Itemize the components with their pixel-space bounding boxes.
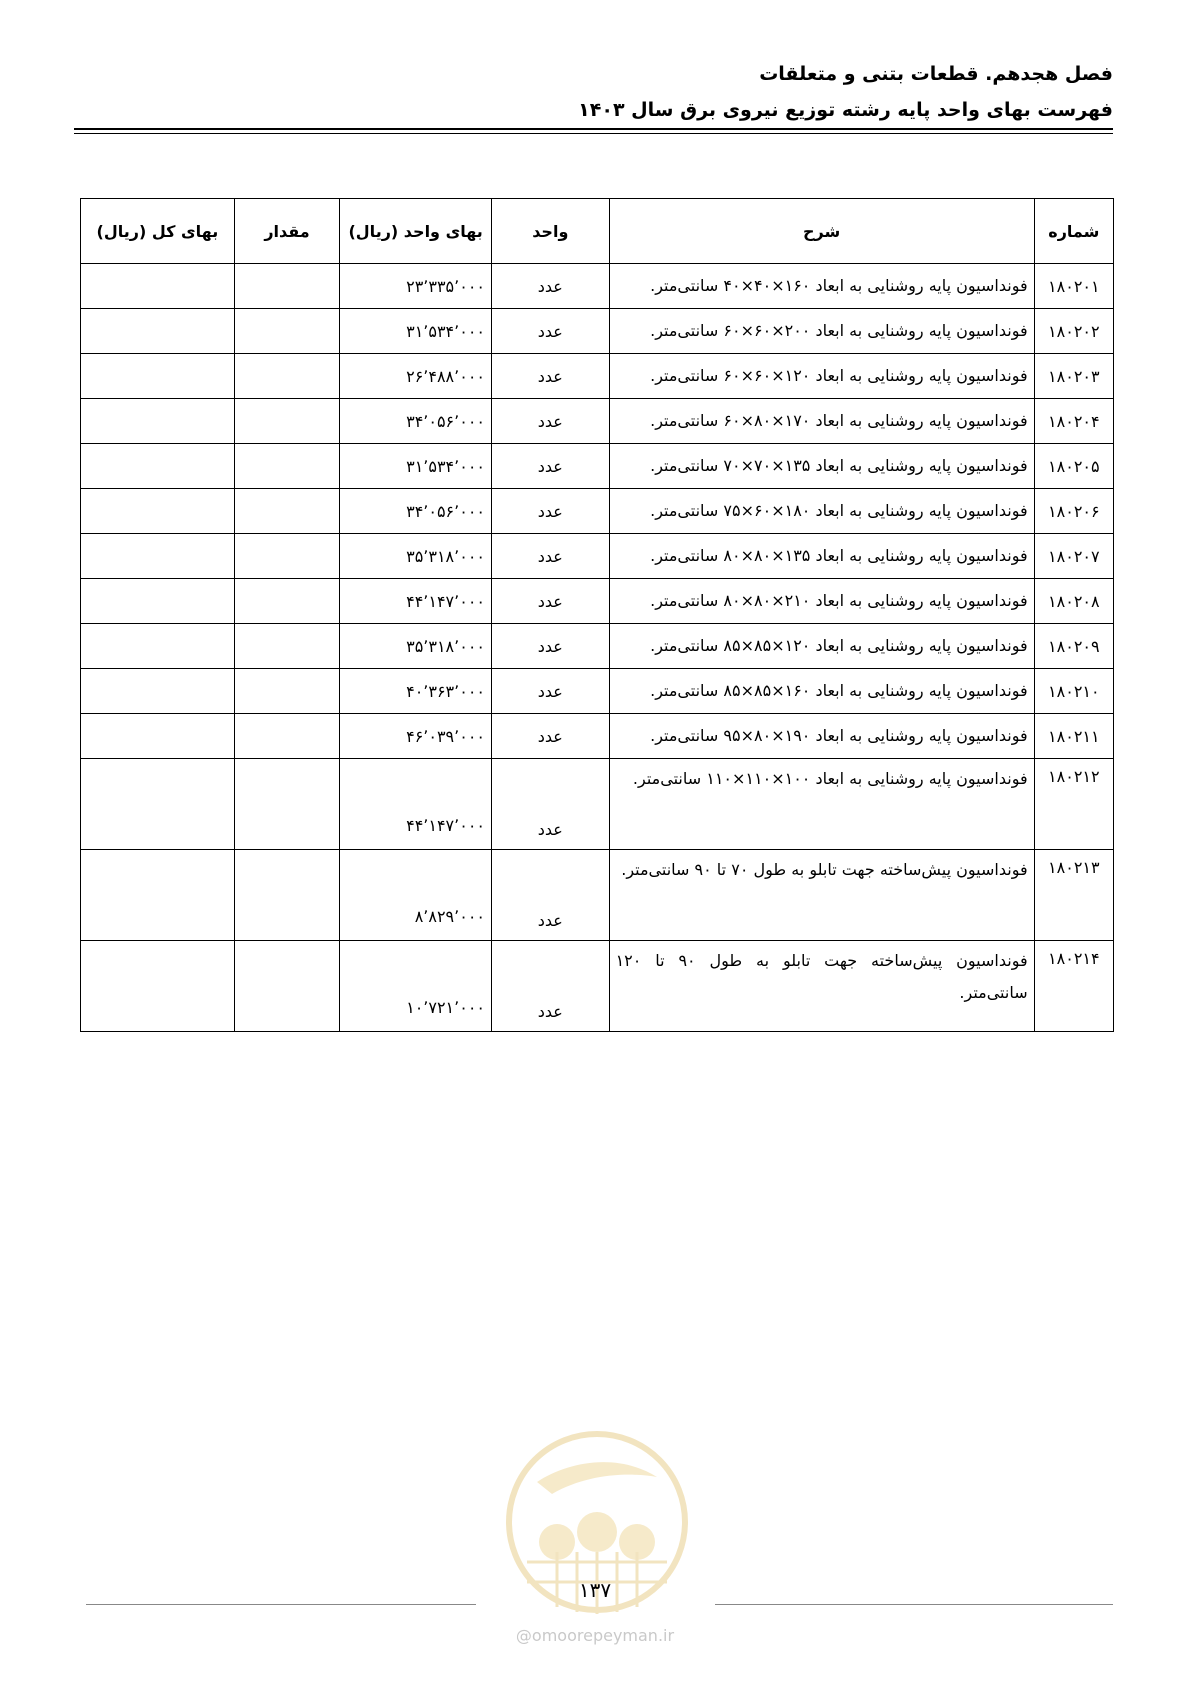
- cell-description: فونداسیون پایه روشنایی به ابعاد ۱۸۰×۶۰×۷۵ سانتی‌متر.: [609, 489, 1034, 534]
- table-row: [81, 534, 1114, 579]
- cell-quantity: [234, 354, 340, 399]
- header-quantity: مقدار: [234, 199, 340, 264]
- cell-total-price: [81, 309, 235, 354]
- table-row: [81, 399, 1114, 444]
- cell-total-price: [81, 941, 235, 1032]
- cell-unit-price: ۲۶٬۴۸۸٬۰۰۰: [340, 354, 492, 399]
- cell-number: ۱۸۰۲۰۷: [1034, 534, 1113, 579]
- cell-number: ۱۸۰۲۰۸: [1034, 579, 1113, 624]
- chapter-title: فصل هجدهم. قطعات بتنی و متعلقات: [759, 63, 1113, 85]
- table-row: [81, 309, 1114, 354]
- cell-total-price: [81, 714, 235, 759]
- cell-description: فونداسیون پایه روشنایی به ابعاد ۱۹۰×۸۰×۹۵ سانتی‌متر.: [609, 714, 1034, 759]
- table-row: [81, 941, 1114, 1032]
- footer-rule-right: [715, 1604, 1113, 1605]
- footer-rule-left: [86, 1604, 476, 1605]
- table-row: [81, 354, 1114, 399]
- cell-number: ۱۸۰۲۰۴: [1034, 399, 1113, 444]
- cell-unit-price: ۳۴٬۰۵۶٬۰۰۰: [340, 399, 492, 444]
- table-row: [81, 624, 1114, 669]
- table-row: [81, 714, 1114, 759]
- cell-unit: عدد: [492, 941, 610, 1032]
- cell-unit: عدد: [492, 669, 610, 714]
- cell-unit: عدد: [492, 579, 610, 624]
- cell-total-price: [81, 850, 235, 941]
- header-total-price: بهای کل (ریال): [81, 199, 235, 264]
- header-unit-price: بهای واحد (ریال): [340, 199, 492, 264]
- cell-unit: عدد: [492, 399, 610, 444]
- cell-quantity: [234, 399, 340, 444]
- cell-description: فونداسیون پایه روشنایی به ابعاد ۱۶۰×۸۵×۸۵ سانتی‌متر.: [609, 669, 1034, 714]
- website-footer: @omoorepeyman.ir: [515, 1626, 675, 1645]
- table-row: [81, 264, 1114, 309]
- cell-total-price: [81, 399, 235, 444]
- cell-number: ۱۸۰۲۱۲: [1034, 759, 1113, 850]
- cell-description: فونداسیون پایه روشنایی به ابعاد ۱۰۰×۱۱۰×۱۱۰ سانتی‌متر.: [609, 759, 1034, 850]
- cell-quantity: [234, 264, 340, 309]
- cell-number: ۱۸۰۲۱۴: [1034, 941, 1113, 1032]
- cell-unit-price: ۴۴٬۱۴۷٬۰۰۰: [340, 579, 492, 624]
- cell-unit-price: ۳۴٬۰۵۶٬۰۰۰: [340, 489, 492, 534]
- cell-unit-price: ۳۱٬۵۳۴٬۰۰۰: [340, 444, 492, 489]
- cell-description: فونداسیون پایه روشنایی به ابعاد ۱۲۰×۶۰×۶۰ سانتی‌متر.: [609, 354, 1034, 399]
- cell-unit-price: ۳۱٬۵۳۴٬۰۰۰: [340, 309, 492, 354]
- header-rule-thin: [74, 133, 1113, 134]
- table-row: [81, 759, 1114, 850]
- cell-unit: عدد: [492, 850, 610, 941]
- cell-description: فونداسیون پایه روشنایی به ابعاد ۱۲۰×۸۵×۸۵ سانتی‌متر.: [609, 624, 1034, 669]
- cell-description: فونداسیون پایه روشنایی به ابعاد ۱۷۰×۸۰×۶۰ سانتی‌متر.: [609, 399, 1034, 444]
- cell-total-price: [81, 669, 235, 714]
- cell-unit: عدد: [492, 624, 610, 669]
- cell-unit-price: ۳۵٬۳۱۸٬۰۰۰: [340, 624, 492, 669]
- cell-quantity: [234, 714, 340, 759]
- cell-quantity: [234, 941, 340, 1032]
- cell-total-price: [81, 489, 235, 534]
- header-rule-thick: [74, 128, 1113, 130]
- table-row: [81, 489, 1114, 534]
- table-body: [81, 264, 1114, 1032]
- cell-total-price: [81, 624, 235, 669]
- cell-quantity: [234, 309, 340, 354]
- cell-quantity: [234, 444, 340, 489]
- cell-quantity: [234, 534, 340, 579]
- cell-unit-price: ۱۰٬۷۲۱٬۰۰۰: [340, 941, 492, 1032]
- cell-number: ۱۸۰۲۰۳: [1034, 354, 1113, 399]
- page-header: [73, 56, 1113, 128]
- cell-unit: عدد: [492, 354, 610, 399]
- cell-unit-price: ۳۵٬۳۱۸٬۰۰۰: [340, 534, 492, 579]
- cell-unit-price: ۸٬۸۲۹٬۰۰۰: [340, 850, 492, 941]
- cell-number: ۱۸۰۲۰۲: [1034, 309, 1113, 354]
- cell-total-price: [81, 759, 235, 850]
- header-number: شماره: [1034, 199, 1113, 264]
- table-row: [81, 669, 1114, 714]
- cell-number: ۱۸۰۲۰۱: [1034, 264, 1113, 309]
- table-row: [81, 850, 1114, 941]
- cell-unit: عدد: [492, 444, 610, 489]
- cell-description: فونداسیون پایه روشنایی به ابعاد ۲۰۰×۶۰×۶۰ سانتی‌متر.: [609, 309, 1034, 354]
- cell-number: ۱۸۰۲۰۵: [1034, 444, 1113, 489]
- cell-total-price: [81, 579, 235, 624]
- cell-description: فونداسیون پایه روشنایی به ابعاد ۱۳۵×۷۰×۷۰ سانتی‌متر.: [609, 444, 1034, 489]
- cell-unit-price: ۲۳٬۳۳۵٬۰۰۰: [340, 264, 492, 309]
- cell-quantity: [234, 850, 340, 941]
- document-title: فهرست بهای واحد پایه رشته توزیع نیروی برق سال ۱۴۰۳: [578, 99, 1113, 121]
- table-header-row: [81, 199, 1114, 264]
- cell-number: ۱۸۰۲۱۱: [1034, 714, 1113, 759]
- cell-description: فونداسیون پایه روشنایی به ابعاد ۲۱۰×۸۰×۸۰ سانتی‌متر.: [609, 579, 1034, 624]
- cell-description: فونداسیون پایه روشنایی به ابعاد ۱۶۰×۴۰×۴۰ سانتی‌متر.: [609, 264, 1034, 309]
- cell-quantity: [234, 759, 340, 850]
- cell-unit-price: ۴۰٬۳۶۳٬۰۰۰: [340, 669, 492, 714]
- cell-unit: عدد: [492, 534, 610, 579]
- cell-number: ۱۸۰۲۰۹: [1034, 624, 1113, 669]
- cell-unit: عدد: [492, 714, 610, 759]
- cell-number: ۱۸۰۲۰۶: [1034, 489, 1113, 534]
- cell-unit: عدد: [492, 264, 610, 309]
- page-number: ۱۳۷: [578, 1578, 612, 1602]
- cell-quantity: [234, 669, 340, 714]
- cell-quantity: [234, 624, 340, 669]
- cell-total-price: [81, 354, 235, 399]
- table-row: [81, 579, 1114, 624]
- cell-quantity: [234, 489, 340, 534]
- table-row: [81, 444, 1114, 489]
- cell-unit-price: ۴۶٬۰۳۹٬۰۰۰: [340, 714, 492, 759]
- cell-description: فونداسیون پایه روشنایی به ابعاد ۱۳۵×۸۰×۸۰ سانتی‌متر.: [609, 534, 1034, 579]
- cell-unit: عدد: [492, 309, 610, 354]
- cell-number: ۱۸۰۲۱۰: [1034, 669, 1113, 714]
- cell-unit: عدد: [492, 759, 610, 850]
- cell-total-price: [81, 444, 235, 489]
- cell-description: فونداسیون پیش‌ساخته جهت تابلو به طول ۹۰ تا ۱۲۰ سانتی‌متر.: [609, 941, 1034, 1032]
- cell-unit-price: ۴۴٬۱۴۷٬۰۰۰: [340, 759, 492, 850]
- cell-unit: عدد: [492, 489, 610, 534]
- header-description: شرح: [609, 199, 1034, 264]
- cell-total-price: [81, 534, 235, 579]
- cell-total-price: [81, 264, 235, 309]
- cell-number: ۱۸۰۲۱۳: [1034, 850, 1113, 941]
- price-table: [80, 198, 1114, 1032]
- header-unit: واحد: [492, 199, 610, 264]
- cell-description: فونداسیون پیش‌ساخته جهت تابلو به طول ۷۰ تا ۹۰ سانتی‌متر.: [609, 850, 1034, 941]
- cell-quantity: [234, 579, 340, 624]
